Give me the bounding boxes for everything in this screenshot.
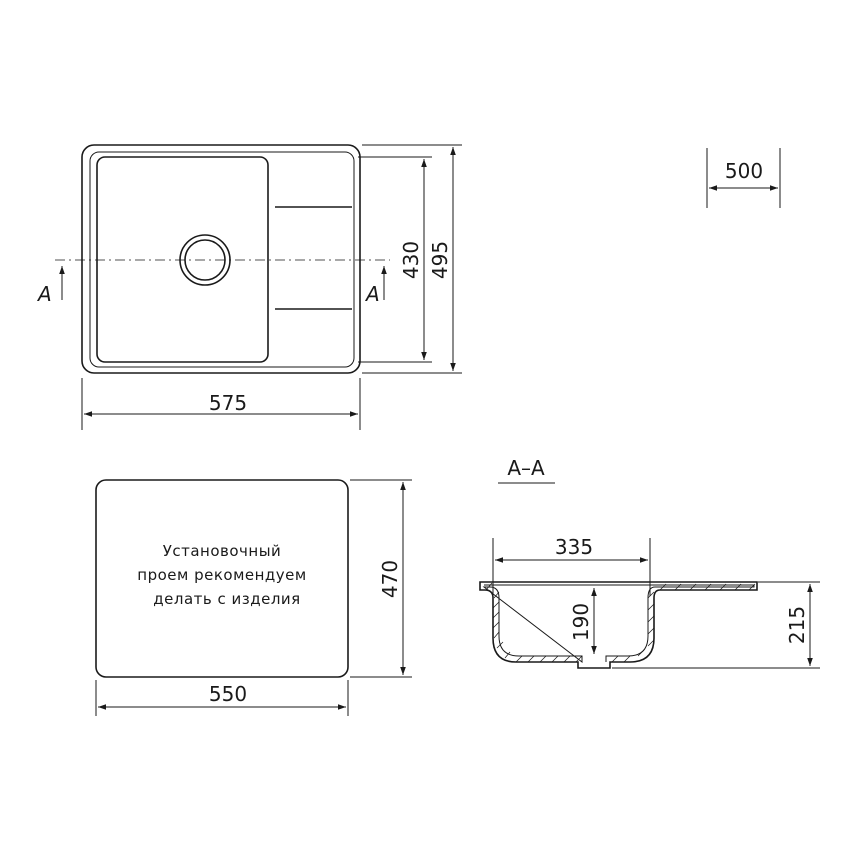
bowl-depth-label: 190 xyxy=(569,602,593,642)
bowl-width-label: 335 xyxy=(554,535,594,559)
overall-depth-label: 495 xyxy=(428,240,452,280)
cutout-note-line2: проем рекомендуем xyxy=(137,566,307,584)
inner-depth-label: 430 xyxy=(399,240,423,280)
dimension-cutout-width xyxy=(96,680,348,716)
dimension-bowl-width xyxy=(493,535,650,596)
sink-outer-outline xyxy=(82,145,360,373)
section-marker-right-label: A xyxy=(366,282,380,306)
section-title: A–A xyxy=(507,456,545,480)
cutout-width-label: 550 xyxy=(208,682,248,706)
section-view xyxy=(480,456,820,668)
dimension-cutout-depth xyxy=(350,480,412,677)
total-height-label: 215 xyxy=(785,605,809,645)
cutout-note-line3: делать с изделия xyxy=(153,590,301,608)
cabinet-width-label: 500 xyxy=(724,159,764,183)
section-profile-inner xyxy=(484,585,754,662)
cabinet-width-dimension xyxy=(707,148,780,208)
sink-rim-outline xyxy=(90,152,354,367)
section-marker-left xyxy=(36,266,62,306)
section-hatching xyxy=(486,583,755,662)
dimension-overall-width xyxy=(82,378,360,430)
cutout-note-line1: Установочный xyxy=(162,542,282,560)
dimension-bowl-depth xyxy=(569,588,594,654)
dimension-inner-depth xyxy=(358,157,432,362)
section-marker-right xyxy=(364,266,384,306)
cutout-depth-label: 470 xyxy=(378,559,402,599)
overall-width-label: 575 xyxy=(208,391,248,415)
top-view xyxy=(36,145,462,430)
cutout-view xyxy=(96,480,412,716)
section-profile-outer xyxy=(480,582,757,668)
dimension-total-height xyxy=(612,582,820,668)
section-marker-left-label: A xyxy=(38,282,52,306)
bowl-outline xyxy=(97,157,268,362)
